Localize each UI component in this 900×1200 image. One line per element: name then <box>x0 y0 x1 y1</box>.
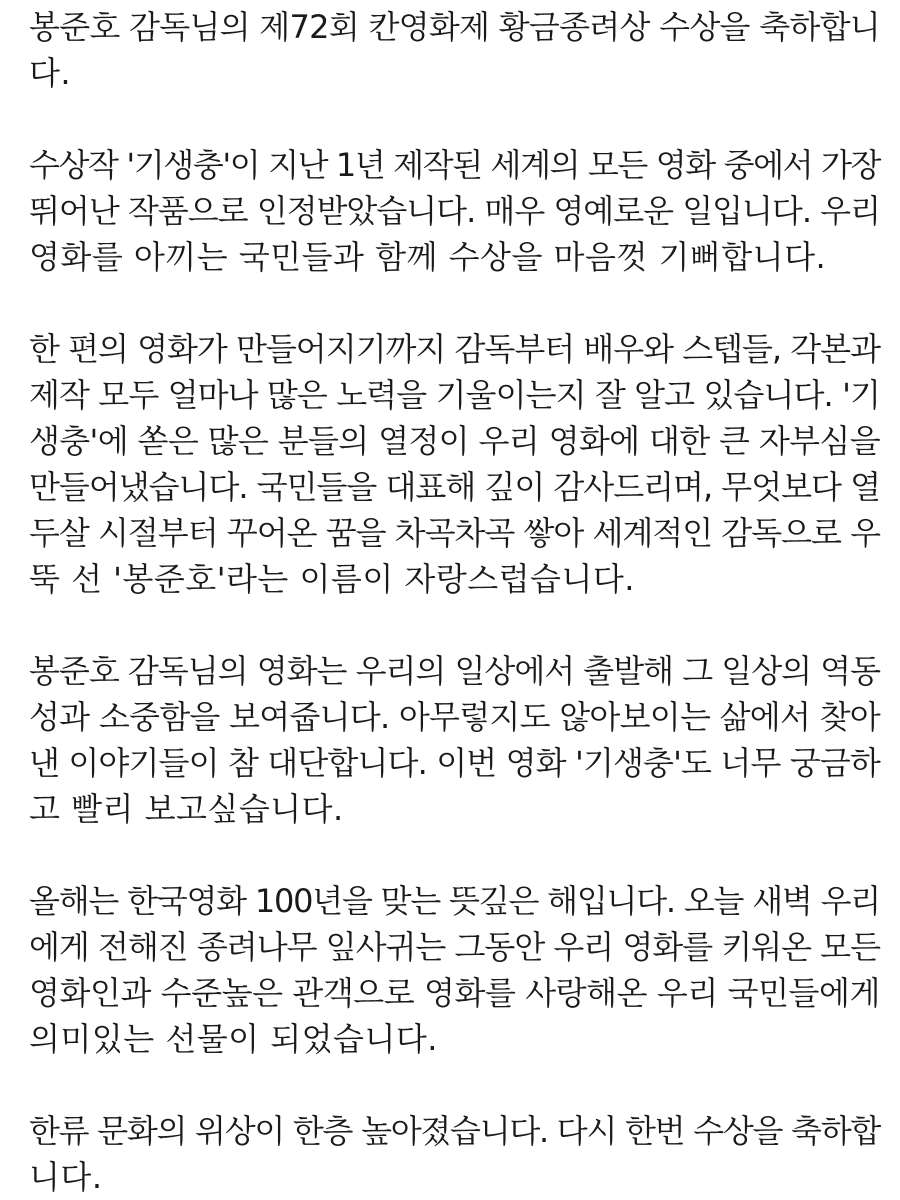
text-line: 한류 문화의 위상이 한층 높아졌습니다. 다시 한번 수상을 축하합 <box>29 1112 880 1150</box>
text-line: 다. <box>29 54 72 92</box>
paragraph-5 <box>29 878 880 1062</box>
text-line: 한 편의 영화가 만들어지기까지 감독부터 배우와 스텝들, 각본과 <box>29 330 880 368</box>
text-line: 낸 이야기들이 참 대단합니다. 이번 영화 '기생충'도 너무 궁금하 <box>29 744 880 782</box>
text-line: 두살 시절부터 꾸어온 꿈을 차곡차곡 쌓아 세계적인 감독으로 우 <box>29 514 880 552</box>
text-line: 뚝 선 '봉준호'라는 이름이 자랑스럽습니다. <box>29 560 635 598</box>
text-line: 봉준호 감독님의 제72회 칸영화제 황금종려상 수상을 축하합니 <box>29 8 880 46</box>
text-line: 수상작 '기생충'이 지난 1년 제작된 세계의 모든 영화 중에서 가장 <box>29 146 880 184</box>
paragraph-6 <box>29 1108 880 1200</box>
paragraph-4 <box>29 648 880 832</box>
text-line: 성과 소중함을 보여줍니다. 아무렇지도 않아보이는 삶에서 찾아 <box>29 698 880 736</box>
text-line: 만들어냈습니다. 국민들을 대표해 깊이 감사드리며, 무엇보다 열 <box>29 468 880 506</box>
paragraph-1 <box>29 4 880 96</box>
text-line: 영화인과 수준높은 관객으로 영화를 사랑해온 우리 국민들에게 <box>29 974 880 1012</box>
text-line: 영화를 아끼는 국민들과 함께 수상을 마음껏 기뻐합니다. <box>29 238 827 276</box>
text-line: 생충'에 쏟은 많은 분들의 열정이 우리 영화에 대한 큰 자부심을 <box>29 422 880 460</box>
paragraph-3 <box>29 326 880 602</box>
paragraph-2 <box>29 142 880 280</box>
text-line: 뛰어난 작품으로 인정받았습니다. 매우 영예로운 일입니다. 우리 <box>29 192 880 230</box>
text-line: 니다. <box>29 1158 103 1196</box>
text-line: 고 빨리 보고싶습니다. <box>29 790 344 828</box>
text-line: 봉준호 감독님의 영화는 우리의 일상에서 출발해 그 일상의 역동 <box>29 652 880 690</box>
text-line: 의미있는 선물이 되었습니다. <box>29 1020 438 1058</box>
text-line: 에게 전해진 종려나무 잎사귀는 그동안 우리 영화를 키워온 모든 <box>29 928 880 966</box>
text-line: 제작 모두 얼마나 많은 노력을 기울이는지 잘 알고 있습니다. '기 <box>29 376 880 414</box>
text-line: 올해는 한국영화 100년을 맞는 뜻깊은 해입니다. 오늘 새벽 우리 <box>29 882 880 920</box>
